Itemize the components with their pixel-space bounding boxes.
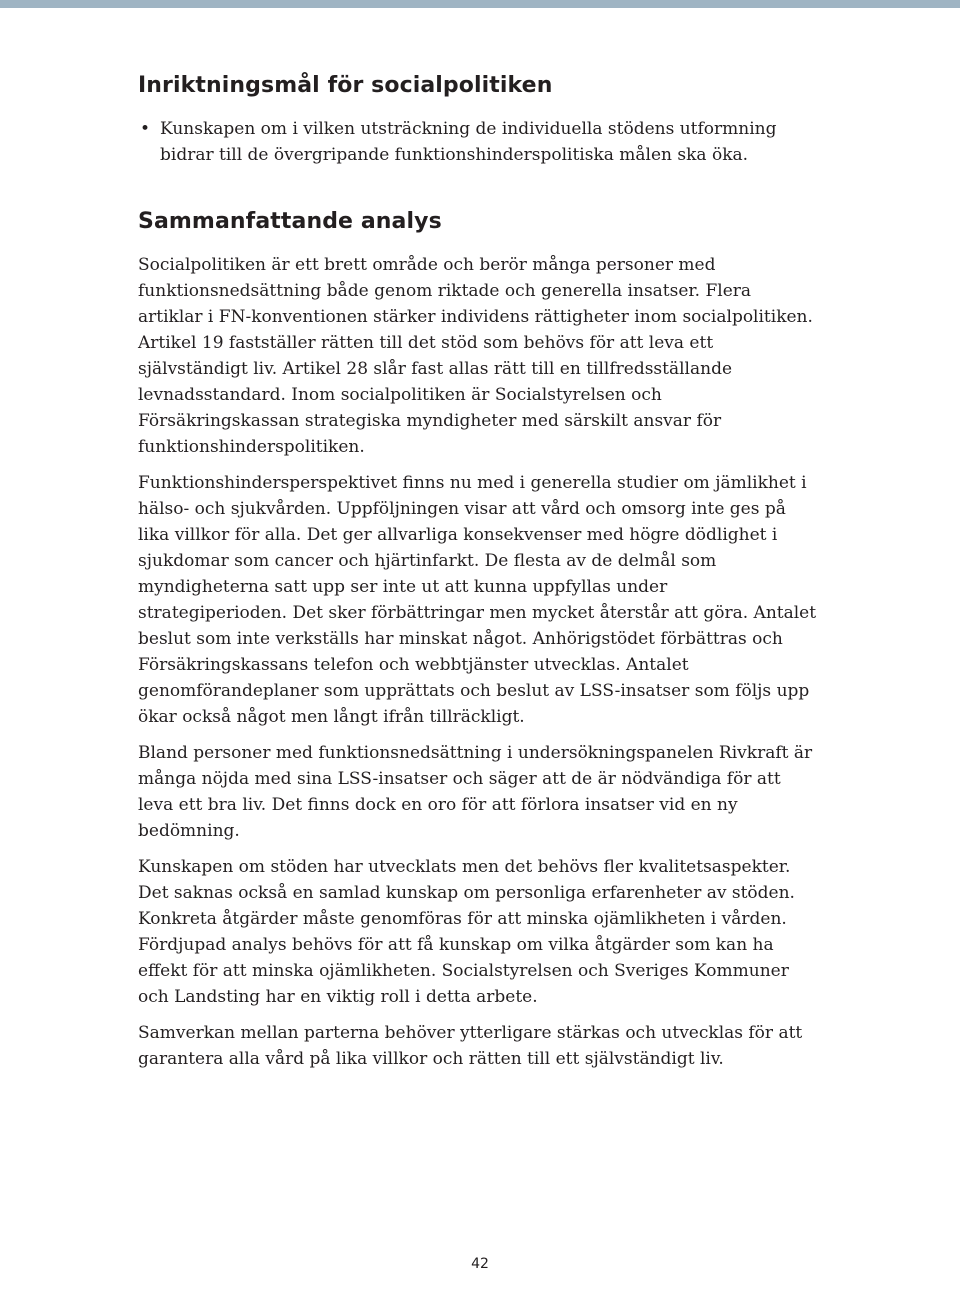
paragraph: Samverkan mellan parterna behöver ytterligare stärkas och utvecklas för att garantera alla vård på lika villkor och rätten till ett självständigt liv. bbox=[138, 1023, 803, 1069]
goals-list bbox=[138, 116, 818, 168]
list-item bbox=[138, 116, 818, 168]
paragraph: Bland personer med funktionsnedsättning i undersökningspanelen Rivkraft är många nöjda med sina LSS-insatser och säger att de är nödvändiga för att leva ett bra liv. Det finns dock en oro för att förlora insatser vid en ny bedömning. bbox=[138, 743, 813, 841]
paragraph: Socialpolitiken är ett brett område och berör många personer med funktionsnedsättning både genom riktade och generella insatser. Flera artiklar i FN-konventionen stärker individens rättigheter inom socialpolitiken. Artikel 19 fastställer rätten till det stöd som behövs för att leva ett självständigt liv. Artikel 28 slår fast allas rätt till en tillfredsställande levnadsstandard. Inom socialpolitiken är Socialstyrelsen och Försäkringskassan strategiska myndigheter med särskilt ansvar för funktionshinderspolitiken. bbox=[138, 255, 813, 457]
list-item-text: Kunskapen om i vilken utsträckning de individuella stödens utformning bidrar till de övergripande funktionshinderspolitiska målen ska öka. bbox=[160, 119, 777, 165]
page-number: 42 bbox=[471, 1256, 489, 1272]
page-content bbox=[138, 62, 818, 1072]
bullet-icon: • bbox=[140, 119, 151, 139]
paragraph: Funktionshindersperspektivet finns nu med i generella studier om jämlikhet i hälso- och sjukvården. Uppföljningen visar att vård och omsorg inte ges på lika villkor för alla. Det ger allvarliga konsekvenser med högre dödlighet i sjukdomar som cancer och hjärtinfarkt. De flesta av de delmål som myndigheterna satt upp ser inte ut att kunna uppfyllas under strategiperioden. Det sker förbättringar men mycket återstår att göra. Antalet beslut som inte verkställs har minskat något. Anhörigstödet förbättras och Försäkringskassans telefon och webbtjänster utvecklas. Antalet genomförandeplaner som upprättats och beslut av LSS-insatser som följs upp ökar också något men långt ifrån tillräckligt. bbox=[138, 473, 817, 727]
paragraph: Kunskapen om stöden har utvecklats men det behövs fler kvalitetsaspekter. Det saknas också en samlad kunskap om personliga erfarenheter av stöden. Konkreta åtgärder måste genomföras för att minska ojämlikheten i vården. Fördjupad analys behövs för att få kunskap om vilka åtgärder som kan ha effekt för att minska ojämlikheten. Socialstyrelsen och Sveriges Kommuner och Landsting har en viktig roll i detta arbete. bbox=[138, 857, 795, 1007]
summary-heading: Sammanfattande analys bbox=[138, 209, 442, 234]
goals-heading: Inriktningsmål för socialpolitiken bbox=[138, 73, 553, 98]
top-accent-bar bbox=[0, 0, 960, 8]
